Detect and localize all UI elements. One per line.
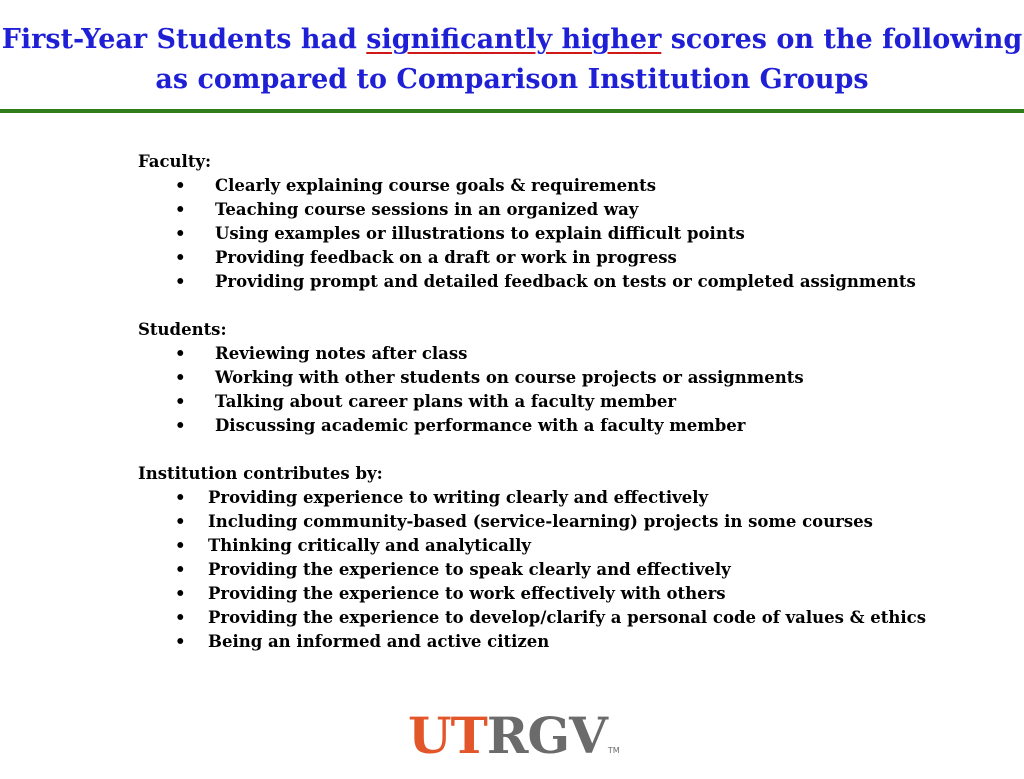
list-item-text: Clearly explaining course goals & requirements	[215, 176, 657, 195]
section-institution	[138, 462, 998, 654]
bullet-icon: •	[175, 248, 186, 267]
title-part-1: First-Year Students had	[1, 24, 367, 55]
list-item-text: Talking about career plans with a faculty member	[215, 392, 677, 411]
logo-ut: UT	[408, 706, 487, 765]
content-body	[138, 150, 998, 654]
list-item	[138, 342, 998, 366]
list-item	[138, 198, 998, 222]
bullet-icon: •	[175, 200, 186, 219]
bullet-icon: •	[175, 608, 186, 627]
bullet-icon: •	[175, 560, 186, 579]
bullet-icon: •	[175, 632, 186, 651]
section-heading: Faculty:	[138, 152, 212, 171]
section-students	[138, 318, 998, 438]
list-item	[138, 486, 998, 510]
bullet-icon: •	[175, 536, 186, 555]
logo-trademark: TM	[607, 746, 620, 755]
list-item	[138, 222, 998, 246]
list-item	[138, 534, 998, 558]
list-item	[138, 606, 998, 630]
title-emphasis: significantly higher	[366, 24, 662, 55]
list-item-text: Working with other students on course projects or assignments	[215, 368, 804, 387]
list-item-text: Providing experience to writing clearly and effectively	[208, 488, 709, 507]
title-divider	[0, 109, 1024, 113]
bullet-icon: •	[175, 272, 186, 291]
utrgv-logo	[408, 708, 620, 764]
bullet-list	[138, 342, 998, 438]
list-item	[138, 246, 998, 270]
bullet-icon: •	[175, 344, 186, 363]
list-item-text: Providing prompt and detailed feedback on tests or completed assignments	[215, 272, 916, 291]
section-heading: Institution contributes by:	[138, 464, 383, 483]
list-item	[138, 366, 998, 390]
list-item-text: Providing the experience to develop/clarify a personal code of values & ethics	[208, 608, 927, 627]
list-item-text: Teaching course sessions in an organized way	[215, 200, 639, 219]
list-item	[138, 582, 998, 606]
list-item	[138, 270, 998, 294]
list-item	[138, 630, 998, 654]
logo-rgv: RGV	[486, 706, 607, 765]
slide-title	[0, 20, 1024, 100]
list-item	[138, 174, 998, 198]
list-item-text: Being an informed and active citizen	[208, 632, 550, 651]
title-part-2: scores on the following as compared to Comparison Institution Groups	[155, 24, 1023, 95]
bullet-icon: •	[175, 512, 186, 531]
bullet-icon: •	[175, 176, 186, 195]
list-item	[138, 390, 998, 414]
list-item	[138, 414, 998, 438]
list-item-text: Including community-based (service-learning) projects in some courses	[208, 512, 873, 531]
bullet-icon: •	[175, 488, 186, 507]
section-faculty	[138, 150, 998, 294]
list-item-text: Discussing academic performance with a faculty member	[215, 416, 746, 435]
list-item-text: Reviewing notes after class	[215, 344, 468, 363]
section-heading: Students:	[138, 320, 227, 339]
list-item-text: Using examples or illustrations to explain difficult points	[215, 224, 745, 243]
list-item	[138, 510, 998, 534]
list-item-text: Providing feedback on a draft or work in progress	[215, 248, 677, 267]
list-item	[138, 558, 998, 582]
list-item-text: Thinking critically and analytically	[208, 536, 531, 555]
bullet-list	[138, 486, 998, 654]
list-item-text: Providing the experience to work effectively with others	[208, 584, 726, 603]
bullet-icon: •	[175, 224, 186, 243]
bullet-icon: •	[175, 368, 186, 387]
list-item-text: Providing the experience to speak clearly and effectively	[208, 560, 731, 579]
bullet-icon: •	[175, 584, 186, 603]
bullet-list	[138, 174, 998, 294]
bullet-icon: •	[175, 392, 186, 411]
bullet-icon: •	[175, 416, 186, 435]
